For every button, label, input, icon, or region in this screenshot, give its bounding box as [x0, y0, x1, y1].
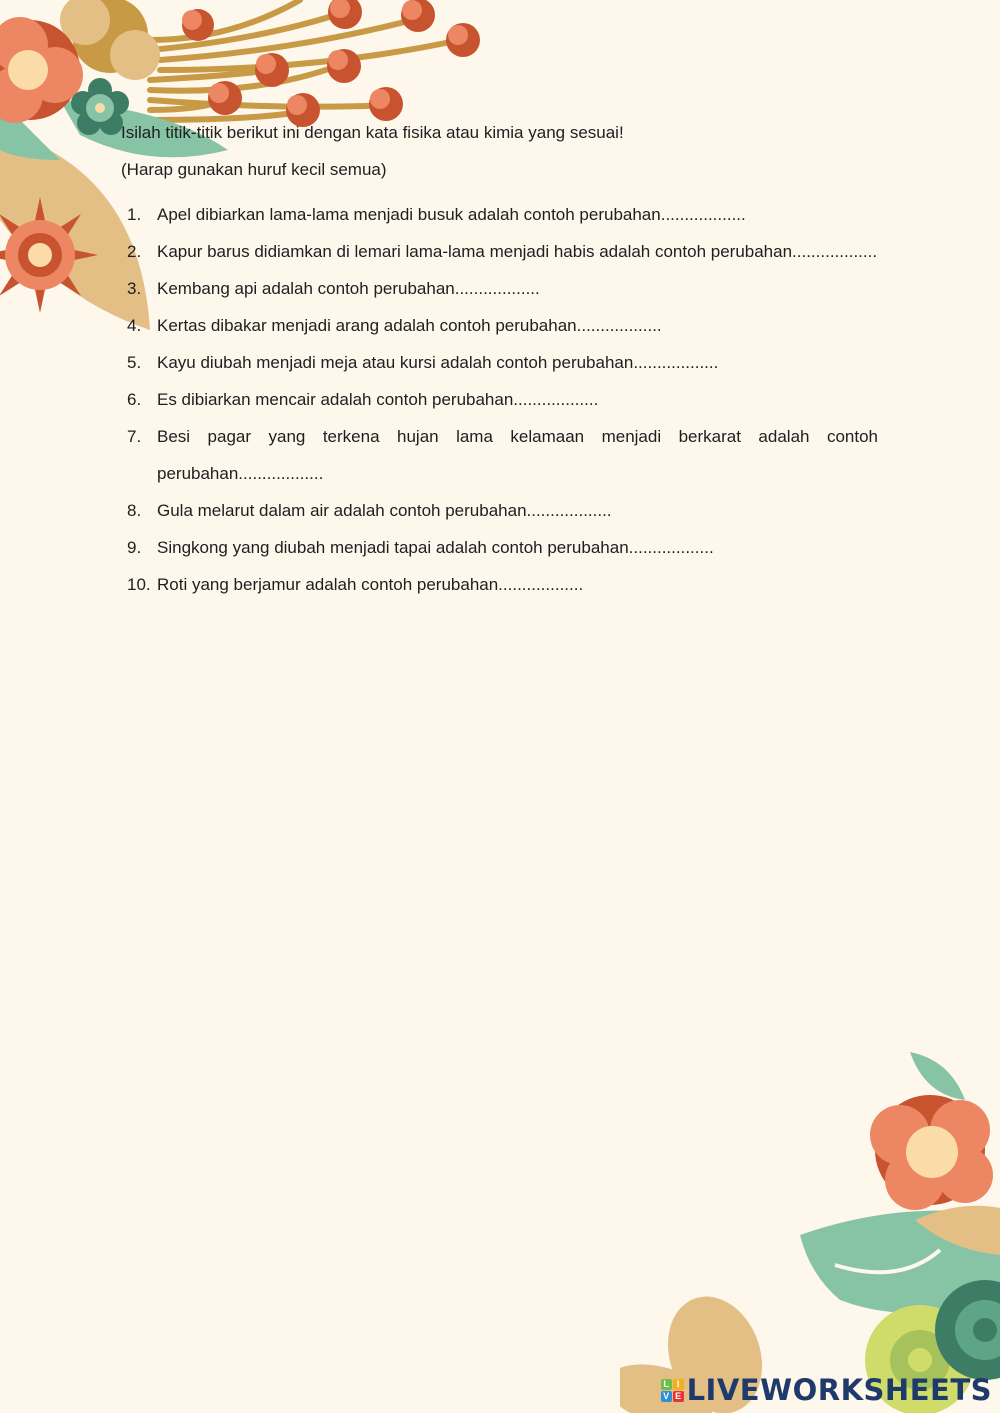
logo-letter: I: [673, 1379, 684, 1390]
logo-letter: E: [673, 1391, 684, 1402]
live-logo-icon: [661, 1379, 684, 1402]
question-number: 7.: [127, 427, 142, 446]
logo-letter: V: [661, 1391, 672, 1402]
question-text: Kayu diubah menjadi meja atau kursi adalah contoh perubahan..................: [157, 353, 719, 372]
question-number: 6.: [127, 390, 142, 409]
question-item: [121, 233, 878, 270]
worksheet-content: [121, 118, 878, 603]
question-text: Gula melarut dalam air adalah contoh perubahan..................: [157, 501, 612, 520]
question-text: Apel dibiarkan lama-lama menjadi busuk adalah contoh perubahan..................: [157, 205, 746, 224]
question-number: 1.: [127, 205, 142, 224]
question-text: Kapur barus didiamkan di lemari lama-lama menjadi habis adalah contoh perubahan..................: [157, 242, 878, 261]
logo-text: LIVEWORKSHEETS: [686, 1373, 992, 1407]
question-text: Kertas dibakar menjadi arang adalah contoh perubahan..................: [157, 316, 662, 335]
question-item: [121, 270, 878, 307]
question-number: 2.: [127, 242, 142, 261]
question-item: [121, 492, 878, 529]
question-item: [121, 529, 878, 566]
question-text: Es dibiarkan mencair adalah contoh perubahan..................: [157, 390, 599, 409]
floral-decoration-bottom-right: [620, 1040, 1000, 1413]
question-number: 10.: [127, 575, 151, 594]
question-item: [121, 418, 878, 492]
question-item: [121, 566, 878, 603]
question-item: [121, 307, 878, 344]
question-text: Singkong yang diubah menjadi tapai adalah contoh perubahan..................: [157, 538, 714, 557]
question-number: 4.: [127, 316, 142, 335]
question-number: 9.: [127, 538, 142, 557]
instruction-note: (Harap gunakan huruf kecil semua): [121, 160, 387, 179]
question-text: Roti yang berjamur adalah contoh perubahan..................: [157, 575, 584, 594]
question-item: [121, 381, 878, 418]
question-text: Besi pagar yang terkena hujan lama kelamaan menjadi berkarat adalah contoh perubahan..................: [157, 427, 878, 483]
instruction-text: Isilah titik-titik berikut ini dengan kata fisika atau kimia yang sesuai!: [121, 123, 624, 142]
question-list: [121, 196, 878, 603]
question-item: [121, 196, 878, 233]
question-number: 5.: [127, 353, 142, 372]
question-item: [121, 344, 878, 381]
liveworksheets-logo: [661, 1373, 992, 1407]
question-number: 3.: [127, 279, 142, 298]
question-number: 8.: [127, 501, 142, 520]
logo-letter: L: [661, 1379, 672, 1390]
question-text: Kembang api adalah contoh perubahan..................: [157, 279, 540, 298]
